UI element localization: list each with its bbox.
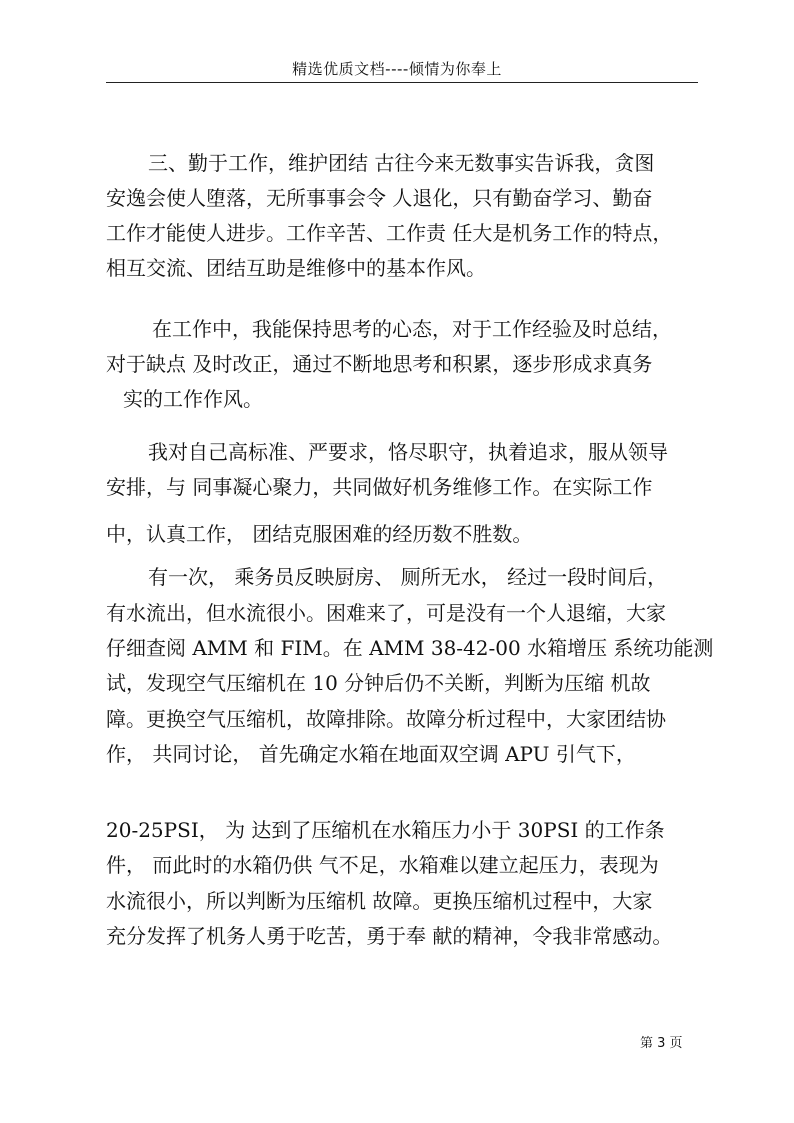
paragraph-line: 工作才能使人进步。工作辛苦、工作责 任大是机务工作的特点， xyxy=(106,221,673,245)
page-header: 精选优质文档----倾情为你奉上 xyxy=(292,60,502,78)
paragraph-line: 件， 而此时的水箱仍供 气不足，水箱难以建立起压力，表现为 xyxy=(106,853,659,877)
paragraph-line: 水流很小，所以判断为压缩机 故障。更换压缩机过程中，大家 xyxy=(106,889,653,913)
paragraph-line: 中，认真工作， 团结克服困难的经历数不胜数。 xyxy=(106,522,533,546)
paragraph-line: 三、勤于工作，维护团结 古往今来无数事实告诉我，贪图 xyxy=(148,151,655,175)
paragraph-line: 有一次， 乘务员反映厨房、 厕所无水， 经过一段时间后， xyxy=(148,565,668,589)
paragraph-line: 我对自己高标准、严要求，恪尽职守，执着追求，服从领导 xyxy=(148,440,668,464)
paragraph-line: 相互交流、团结互助是维修中的基本作风。 xyxy=(106,256,486,280)
paragraph-line: 充分发挥了机务人勇于吃苦，勇于奉 献的精神，令我非常感动。 xyxy=(106,924,673,948)
paragraph-line: 20-25PSI， 为 达到了压缩机在水箱压力小于 30PSI 的工作条 xyxy=(106,818,665,842)
paragraph-line: 安逸会使人堕落，无所事事会令 人退化，只有勤奋学习、勤奋 xyxy=(106,186,653,210)
paragraph-line: 安排，与 同事凝心聚力，共同做好机务维修工作。在实际工作 xyxy=(106,475,653,499)
header-divider xyxy=(106,82,698,83)
paragraph-line: 障。更换空气压缩机，故障排除。故障分析过程中，大家团结协 xyxy=(106,707,666,731)
paragraph-line: 有水流出，但水流很小。困难来了，可是没有一个人退缩，大家 xyxy=(106,601,666,625)
paragraph-line: 作， 共同讨论， 首先确定水箱在地面双空调 APU 引气下， xyxy=(106,742,636,766)
paragraph-line: 在工作中，我能保持思考的心态，对于工作经验及时总结， xyxy=(152,317,672,341)
paragraph-line: 实的工作作风。 xyxy=(123,387,263,411)
page-number: 第 3 页 xyxy=(640,1036,683,1051)
paragraph-line: 对于缺点 及时改正，通过不断地思考和积累，逐步形成求真务 xyxy=(106,352,653,376)
paragraph-line: 仔细查阅 AMM 和 FIM。在 AMM 38-42-00 水箱增压 系统功能测 xyxy=(106,636,714,660)
paragraph-line: 试，发现空气压缩机在 10 分钟后仍不关断，判断为压缩 机故 xyxy=(106,671,651,695)
